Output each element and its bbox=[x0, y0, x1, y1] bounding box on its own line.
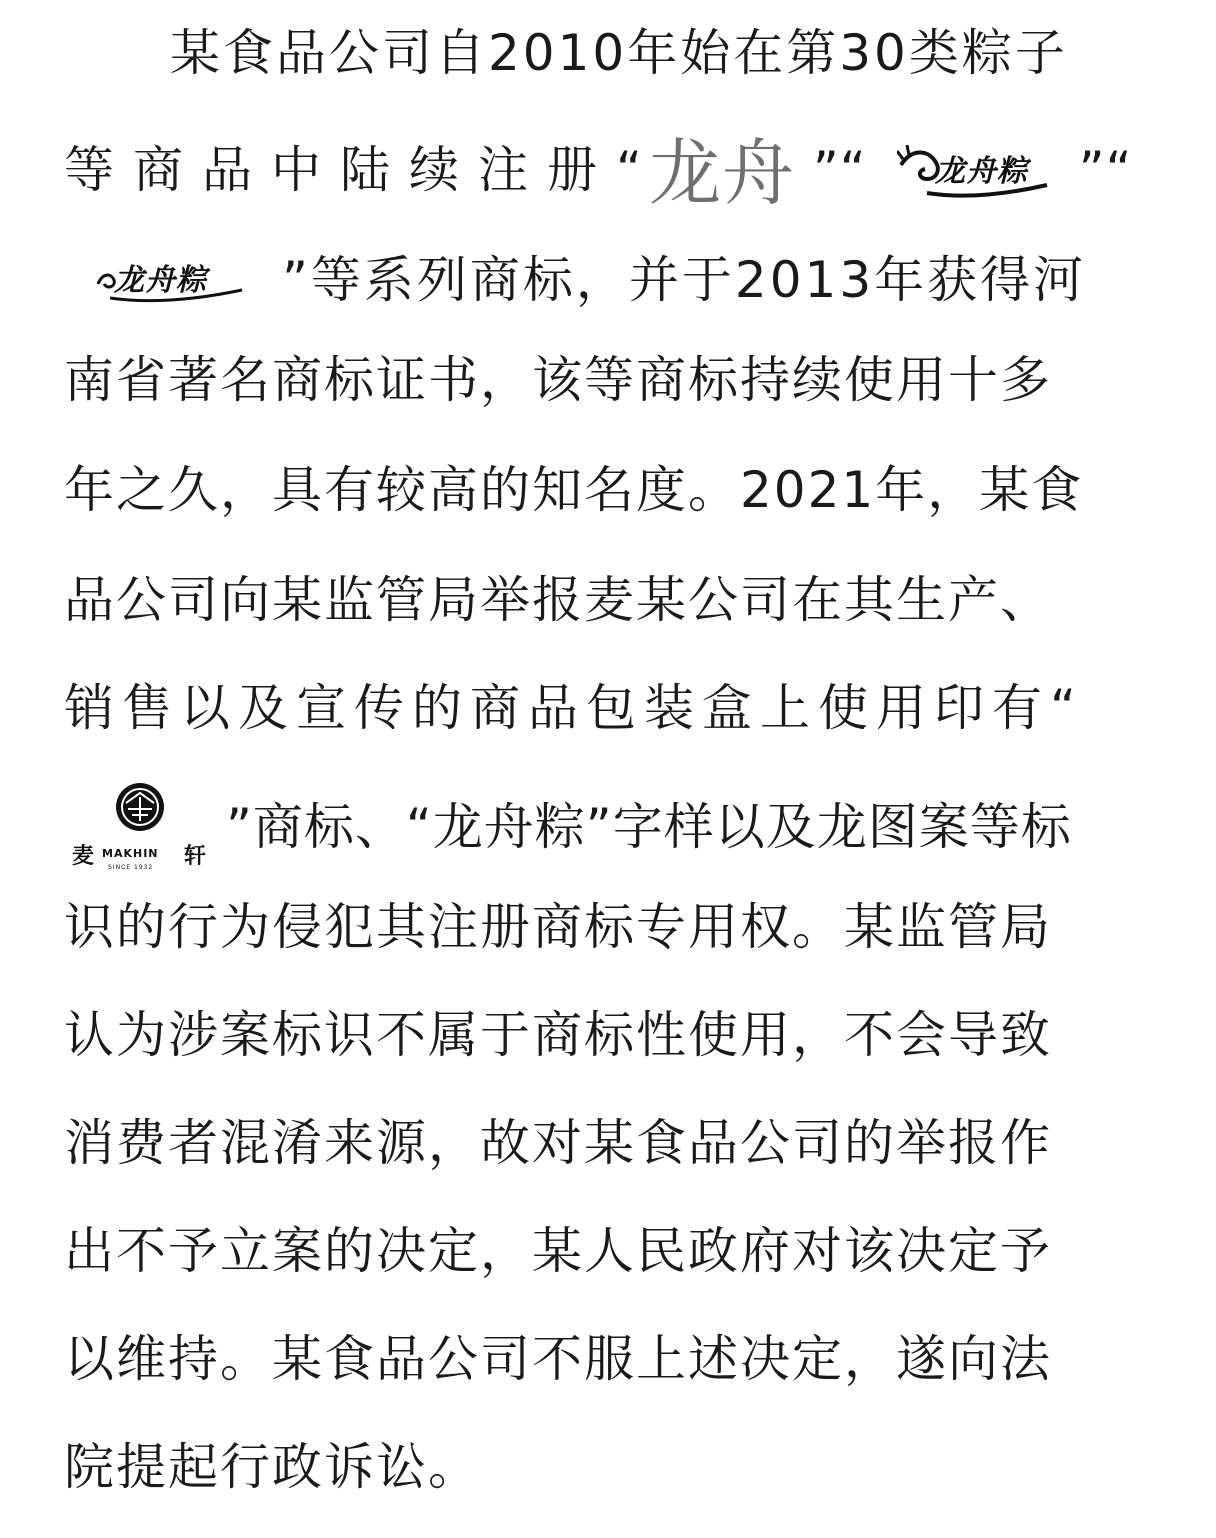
line-7-text: 销售以及宣传的商品包装盒上使用印有“ bbox=[64, 679, 1084, 737]
line-9-text: 识的行为侵犯其注册商标专用权。某监管局 bbox=[64, 898, 1052, 956]
tm1-text: 龙舟 bbox=[648, 131, 795, 215]
trademark-longzhouzong-script-logo bbox=[96, 250, 246, 310]
paragraph-line-8 bbox=[72, 772, 1152, 882]
line-10-text: 认为涉案标识不属于商标性使用，不会导致 bbox=[64, 1006, 1052, 1064]
paragraph-line-1 bbox=[170, 8, 1152, 98]
line-11-text: 消费者混淆来源，故对某食品公司的举报作 bbox=[64, 1114, 1052, 1172]
paragraph-line-5 bbox=[64, 445, 1152, 535]
trademark-longzhou-logo bbox=[649, 120, 799, 220]
paragraph-line-10 bbox=[64, 990, 1152, 1080]
line-13-text: 以维持。某食品公司不服上述决定，遂向法 bbox=[64, 1330, 1052, 1388]
paragraph-line-3 bbox=[96, 225, 1152, 335]
line-14-text: 院提起行政诉讼。 bbox=[64, 1438, 480, 1496]
paragraph-line-4 bbox=[64, 335, 1152, 425]
tm4-right: 轩 bbox=[184, 843, 208, 869]
open-quote: “ bbox=[616, 141, 643, 199]
mid-quote-1: ”“ bbox=[812, 141, 867, 199]
paragraph-line-14 bbox=[64, 1422, 1152, 1512]
line-12-text: 出不予立案的决定，某人民政府对该决定予 bbox=[64, 1222, 1052, 1280]
line-3-text: ”等系列商标，并于2013年获得河 bbox=[282, 251, 1087, 309]
paragraph-line-12 bbox=[64, 1206, 1152, 1296]
paragraph-line-11 bbox=[64, 1098, 1152, 1188]
paragraph-line-6 bbox=[64, 555, 1152, 645]
tm2-text: 龙舟粽 bbox=[934, 154, 1028, 189]
paragraph-line-7 bbox=[64, 663, 1152, 753]
tm4-since: SINCE 1932 bbox=[108, 864, 154, 871]
mid-quote-2: ”“ bbox=[1078, 141, 1133, 199]
paragraph-line-9 bbox=[64, 882, 1152, 972]
line-2-text: 等商品中陆续注册 bbox=[64, 141, 616, 199]
trademark-makhin-logo bbox=[72, 777, 212, 877]
tm3-text: 龙舟粽 bbox=[114, 263, 207, 298]
line-5-text: 年之久，具有较高的知名度。2021年，某食 bbox=[64, 461, 1084, 519]
line-4-text: 南省著名商标证书，该等商标持续使用十多 bbox=[64, 351, 1052, 409]
line-1-text: 某食品公司自2010年始在第30类粽子 bbox=[170, 24, 1068, 82]
line-6-text: 品公司向某监管局举报麦某公司在其生产、 bbox=[64, 571, 1052, 629]
line-8-text: ”商标、“龙舟粽”字样以及龙图案等标 bbox=[226, 798, 1072, 856]
tm4-left: 麦 bbox=[72, 843, 96, 869]
paragraph-line-13 bbox=[64, 1314, 1152, 1404]
paragraph-line-2 bbox=[64, 115, 1152, 225]
tm4-brand: MAKHIN bbox=[102, 847, 159, 860]
trademark-longzhouzong-dragon-logo bbox=[897, 135, 1057, 205]
